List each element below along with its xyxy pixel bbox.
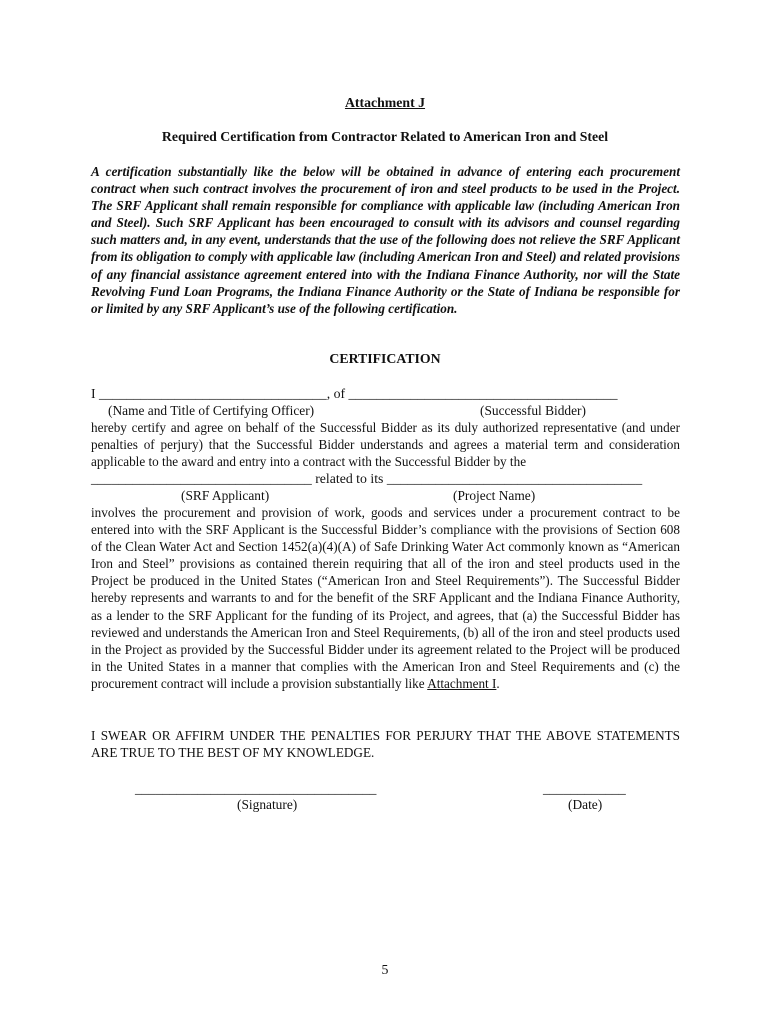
signature-label: (Signature) xyxy=(237,797,298,812)
date-line: ____________ xyxy=(543,781,626,796)
certify-paragraph: hereby certify and agree on behalf of the Successful Bidder as its duly authorized representative (and under penalties of perjury) that the Successful Bidder understands and agrees a material term and consideration applicable to the award and entry into a contract with the Successful Bidder by the xyxy=(91,420,680,470)
document-subheading: Required Certification from Contractor Related to American Iron and Steel xyxy=(161,129,609,144)
bidder-label: (Successful Bidder) xyxy=(480,403,586,418)
project-label: (Project Name) xyxy=(453,488,536,503)
compliance-end: . xyxy=(496,675,500,691)
page-number: 5 xyxy=(381,962,389,977)
officer-label: (Name and Title of Certifying Officer) xyxy=(108,403,315,418)
certification-title: CERTIFICATION xyxy=(329,351,441,366)
oath-paragraph: I SWEAR OR AFFIRM UNDER THE PENALTIES FOR PERJURY THAT THE ABOVE STATEMENTS ARE TRUE TO THE BEST OF MY KNOWLEDGE. xyxy=(91,728,680,761)
compliance-text: involves the procurement and provision of work, goods and services under a procurement contract to be entered into with the SRF Applicant is the Successful Bidder’s compliance with the provisions of Section 608 of the Clean Water Act and Section 1452(a)(4)(A) of Safe Drinking Water Act commonly known as “American Iron and Steel” provisions as contained therein requiring that all of the iron and steel products used in the Project be produced in the United States (“American Iron and Steel Requirements”). The Successful Bidder hereby represents and warrants to and for the benefit of the SRF Applicant and the Indiana Finance Authority, as a lender to the SRF Applicant for the funding of its Project, and agrees, that (a) the Successful Bidder has reviewed and understands the American Iron and Steel Requirements, (b) all of the iron and steel products used in the Project as provided by the Successful Bidder under its agreement related to the Project will be produced in the United States in a manner that complies with the American Iron and Steel Requirements and (c) the procurement contract will include a provision substantially like xyxy=(91,505,680,691)
intro-paragraph: A certification substantially like the below will be obtained in advance of entering each procurement contract when such contract involves the procurement of iron and steel products to be used in the Project. The SRF Applicant shall remain responsible for compliance with applicable law (including American Iron and Steel). Such SRF Applicant has been encouraged to consult with its advisors and counsel regarding such matters and, in any event, understands that the use of the following does not relieve the SRF Applicant from its obligation to comply with applicable law (including American Iron and Steel) and related provisions of any financial assistance agreement entered into with the Indiana Finance Authority, nor will the State Revolving Fund Loan Programs, the Indiana Finance Authority or the State of Indiana be responsible for or limited by any SRF Applicant’s use of the following certification. xyxy=(91,164,680,316)
officer-bidder-blank-line: I _________________________________, of _______________________________________ xyxy=(91,386,618,401)
applicant-label: (SRF Applicant) xyxy=(181,488,270,503)
applicant-project-blank-line: ________________________________ related to its _____________________________________ xyxy=(91,471,643,486)
attachment-heading: Attachment J xyxy=(344,95,426,110)
date-label: (Date) xyxy=(568,797,603,812)
attachment-i-reference: Attachment I xyxy=(427,675,497,691)
signature-line: ___________________________________ xyxy=(135,781,377,796)
compliance-paragraph xyxy=(91,504,680,692)
